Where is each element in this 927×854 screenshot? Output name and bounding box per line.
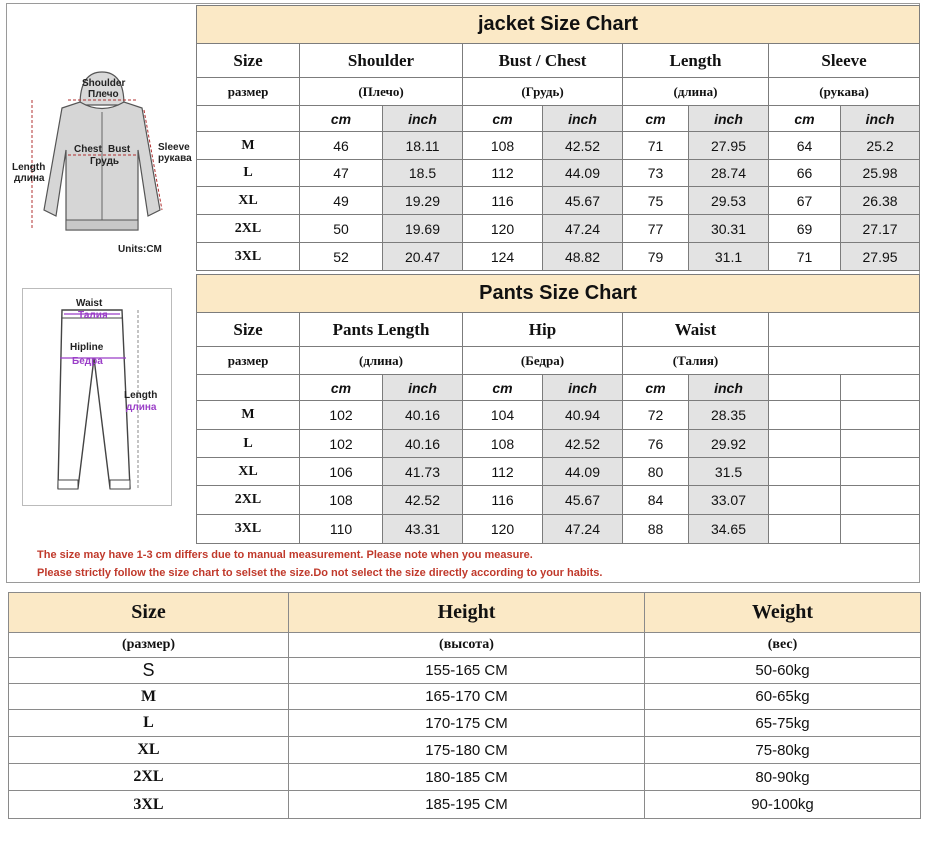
pants-header-ru-size: размер: [197, 347, 300, 375]
jacket-label-length: Length: [12, 162, 46, 173]
pants-value-cell: 102: [300, 430, 383, 458]
pants-empty-cell: [841, 458, 920, 486]
jacket-unit-cm: cm: [769, 106, 841, 132]
pants-value-cell: 33.07: [689, 486, 769, 515]
jacket-value-cell: 71: [623, 132, 689, 160]
jacket-size-cell: M: [197, 132, 300, 160]
jacket-value-cell: 25.98: [841, 160, 920, 187]
pants-label-hipline-ru: Бедра: [72, 356, 103, 367]
pants-value-cell: 34.65: [689, 515, 769, 544]
jacket-label-chest: Chest: [74, 144, 102, 155]
pants-empty-cell: [769, 515, 841, 544]
body-header-ru-size: (размер): [9, 633, 289, 658]
body-weight-cell: 50-60kg: [645, 658, 921, 684]
pants-value-cell: 40.16: [383, 401, 463, 430]
body-height-cell: 165-170 CM: [289, 684, 645, 710]
jacket-value-cell: 46: [300, 132, 383, 160]
jacket-units: Units:CM: [118, 244, 162, 255]
pants-value-cell: 44.09: [543, 458, 623, 486]
pants-label-waist: Waist: [76, 298, 103, 309]
jacket-value-cell: 116: [463, 187, 543, 215]
jacket-header-length: Length: [623, 44, 769, 78]
pants-header-waist: Waist: [623, 313, 769, 347]
pants-empty-cell: [769, 375, 841, 401]
body-weight-cell: 75-80kg: [645, 737, 921, 764]
jacket-value-cell: 25.2: [841, 132, 920, 160]
jacket-header-ru-length: (длина): [623, 78, 769, 106]
table-row: [197, 401, 920, 430]
pants-unit-cm: cm: [300, 375, 383, 401]
jacket-value-cell: 67: [769, 187, 841, 215]
pants-value-cell: 84: [623, 486, 689, 515]
jacket-value-cell: 20.47: [383, 243, 463, 271]
pants-unit-blank: [197, 375, 300, 401]
jacket-label-bust: Bust: [108, 144, 131, 155]
jacket-title: jacket Size Chart: [197, 6, 920, 44]
pants-value-cell: 108: [463, 430, 543, 458]
pants-title: Pants Size Chart: [197, 275, 920, 313]
pants-empty-cell: [841, 486, 920, 515]
pants-value-cell: 40.94: [543, 401, 623, 430]
pants-value-cell: 45.67: [543, 486, 623, 515]
body-height-cell: 170-175 CM: [289, 710, 645, 737]
table-row: [197, 486, 920, 515]
jacket-header-shoulder: Shoulder: [300, 44, 463, 78]
pants-diagram: [22, 288, 172, 506]
jacket-value-cell: 18.11: [383, 132, 463, 160]
body-header-size: Size: [9, 593, 289, 633]
jacket-header-sleeve: Sleeve: [769, 44, 920, 78]
pants-value-cell: 120: [463, 515, 543, 544]
pants-empty-cell: [769, 458, 841, 486]
table-row: [9, 791, 921, 819]
jacket-value-cell: 64: [769, 132, 841, 160]
body-size-cell: 2XL: [9, 764, 289, 791]
pants-value-cell: 76: [623, 430, 689, 458]
jacket-header-ru-shoulder: (Плечо): [300, 78, 463, 106]
body-height-cell: 180-185 CM: [289, 764, 645, 791]
jacket-label-shoulder-ru: Плечо: [88, 89, 119, 100]
jacket-size-cell: 2XL: [197, 215, 300, 243]
body-size-cell: L: [9, 710, 289, 737]
pants-value-cell: 43.31: [383, 515, 463, 544]
pants-header-hip: Hip: [463, 313, 623, 347]
jacket-unit-inch: inch: [543, 106, 623, 132]
pants-size-cell: XL: [197, 458, 300, 486]
table-row: [197, 160, 920, 187]
jacket-value-cell: 48.82: [543, 243, 623, 271]
pants-label-length-ru: длина: [126, 402, 157, 413]
body-header-ru-weight: (вес): [645, 633, 921, 658]
pants-value-cell: 108: [300, 486, 383, 515]
table-row: [197, 458, 920, 486]
pants-value-cell: 106: [300, 458, 383, 486]
pants-header-ru-hip: (Бедра): [463, 347, 623, 375]
pants-label-waist-ru: Талия: [78, 310, 108, 321]
table-row: [197, 515, 920, 544]
jacket-value-cell: 108: [463, 132, 543, 160]
jacket-label-sleeve: Sleeve: [158, 142, 190, 153]
body-weight-cell: 90-100kg: [645, 791, 921, 819]
body-weight-cell: 60-65kg: [645, 684, 921, 710]
jacket-value-cell: 73: [623, 160, 689, 187]
pants-value-cell: 104: [463, 401, 543, 430]
table-row: [197, 243, 920, 271]
jacket-value-cell: 49: [300, 187, 383, 215]
jacket-value-cell: 27.17: [841, 215, 920, 243]
table-row: [9, 764, 921, 791]
jacket-header-bust: Bust / Chest: [463, 44, 623, 78]
pants-empty-cell: [841, 375, 920, 401]
pants-illustration: [22, 288, 172, 506]
body-header-height: Height: [289, 593, 645, 633]
jacket-value-cell: 75: [623, 187, 689, 215]
jacket-value-cell: 69: [769, 215, 841, 243]
pants-size-cell: 2XL: [197, 486, 300, 515]
pants-header-empty: [769, 313, 920, 347]
jacket-label-chest-ru: Грудь: [90, 156, 120, 167]
table-row: [9, 684, 921, 710]
pants-value-cell: 88: [623, 515, 689, 544]
pants-unit-inch: inch: [543, 375, 623, 401]
pants-value-cell: 47.24: [543, 515, 623, 544]
jacket-value-cell: 47: [300, 160, 383, 187]
jacket-value-cell: 31.1: [689, 243, 769, 271]
pants-header-ru-empty: [769, 347, 920, 375]
pants-value-cell: 116: [463, 486, 543, 515]
jacket-size-cell: XL: [197, 187, 300, 215]
body-height-cell: 175-180 CM: [289, 737, 645, 764]
jacket-value-cell: 79: [623, 243, 689, 271]
jacket-value-cell: 27.95: [841, 243, 920, 271]
pants-header-length: Pants Length: [300, 313, 463, 347]
table-row: [9, 710, 921, 737]
jacket-value-cell: 19.29: [383, 187, 463, 215]
jacket-value-cell: 50: [300, 215, 383, 243]
jacket-value-cell: 30.31: [689, 215, 769, 243]
pants-value-cell: 41.73: [383, 458, 463, 486]
body-size-table: [8, 592, 921, 819]
pants-unit-cm: cm: [623, 375, 689, 401]
jacket-header-ru-bust: (Грудь): [463, 78, 623, 106]
jacket-value-cell: 18.5: [383, 160, 463, 187]
jacket-label-shoulder: Shoulder: [82, 78, 126, 89]
pants-size-cell: L: [197, 430, 300, 458]
pants-empty-cell: [769, 430, 841, 458]
jacket-diagram: [10, 60, 194, 260]
body-weight-cell: 65-75kg: [645, 710, 921, 737]
jacket-value-cell: 26.38: [841, 187, 920, 215]
jacket-unit-inch: inch: [689, 106, 769, 132]
jacket-header-ru-size: размер: [197, 78, 300, 106]
jacket-value-cell: 28.74: [689, 160, 769, 187]
pants-value-cell: 112: [463, 458, 543, 486]
pants-label-length: Length: [124, 390, 158, 401]
jacket-value-cell: 45.67: [543, 187, 623, 215]
pants-value-cell: 42.52: [383, 486, 463, 515]
jacket-value-cell: 27.95: [689, 132, 769, 160]
jacket-value-cell: 77: [623, 215, 689, 243]
pants-header-ru-length: (длина): [300, 347, 463, 375]
pants-size-cell: M: [197, 401, 300, 430]
pants-empty-cell: [841, 515, 920, 544]
body-header-ru-height: (высота): [289, 633, 645, 658]
jacket-illustration: [10, 60, 194, 260]
jacket-size-cell: 3XL: [197, 243, 300, 271]
table-row: [197, 215, 920, 243]
jacket-value-cell: 47.24: [543, 215, 623, 243]
pants-unit-cm: cm: [463, 375, 543, 401]
pants-value-cell: 110: [300, 515, 383, 544]
jacket-value-cell: 124: [463, 243, 543, 271]
pants-value-cell: 28.35: [689, 401, 769, 430]
body-size-cell: XL: [9, 737, 289, 764]
pants-value-cell: 102: [300, 401, 383, 430]
body-height-cell: 185-195 CM: [289, 791, 645, 819]
table-row: [197, 132, 920, 160]
jacket-header-ru-sleeve: (рукава): [769, 78, 920, 106]
jacket-size-cell: L: [197, 160, 300, 187]
jacket-value-cell: 29.53: [689, 187, 769, 215]
pants-header-ru-waist: (Талия): [623, 347, 769, 375]
jacket-unit-inch: inch: [841, 106, 920, 132]
pants-empty-cell: [841, 401, 920, 430]
table-row: [197, 430, 920, 458]
jacket-value-cell: 42.52: [543, 132, 623, 160]
body-size-cell: M: [9, 684, 289, 710]
jacket-header-size: Size: [197, 44, 300, 78]
body-weight-cell: 80-90kg: [645, 764, 921, 791]
jacket-unit-cm: cm: [623, 106, 689, 132]
body-header-weight: Weight: [645, 593, 921, 633]
body-height-cell: 155-165 CM: [289, 658, 645, 684]
jacket-value-cell: 120: [463, 215, 543, 243]
pants-label-hipline: Hipline: [70, 342, 104, 353]
jacket-value-cell: 71: [769, 243, 841, 271]
table-row: [197, 187, 920, 215]
jacket-unit-cm: cm: [463, 106, 543, 132]
pants-unit-inch: inch: [383, 375, 463, 401]
table-row: [9, 737, 921, 764]
table-row: [9, 658, 921, 684]
pants-value-cell: 29.92: [689, 430, 769, 458]
jacket-size-table: [196, 5, 920, 271]
body-size-cell: 3XL: [9, 791, 289, 819]
pants-unit-inch: inch: [689, 375, 769, 401]
note-measurement: The size may have 1-3 cm differs due to manual measurement. Please note when you measure.: [37, 549, 533, 561]
pants-value-cell: 72: [623, 401, 689, 430]
pants-empty-cell: [841, 430, 920, 458]
pants-value-cell: 31.5: [689, 458, 769, 486]
jacket-value-cell: 66: [769, 160, 841, 187]
jacket-unit-blank: [197, 106, 300, 132]
pants-header-size: Size: [197, 313, 300, 347]
jacket-value-cell: 52: [300, 243, 383, 271]
jacket-value-cell: 19.69: [383, 215, 463, 243]
jacket-label-length-ru: длина: [14, 173, 45, 184]
pants-empty-cell: [769, 401, 841, 430]
pants-value-cell: 80: [623, 458, 689, 486]
jacket-unit-cm: cm: [300, 106, 383, 132]
jacket-value-cell: 112: [463, 160, 543, 187]
body-size-cell: S: [9, 658, 289, 684]
jacket-label-sleeve-ru: рукава: [158, 153, 192, 164]
jacket-value-cell: 44.09: [543, 160, 623, 187]
pants-value-cell: 40.16: [383, 430, 463, 458]
pants-size-cell: 3XL: [197, 515, 300, 544]
jacket-unit-inch: inch: [383, 106, 463, 132]
pants-empty-cell: [769, 486, 841, 515]
pants-size-table: [196, 274, 920, 544]
pants-value-cell: 42.52: [543, 430, 623, 458]
note-follow-chart: Please strictly follow the size chart to selset the size.Do not select the size directly according to your habits.: [37, 567, 603, 579]
